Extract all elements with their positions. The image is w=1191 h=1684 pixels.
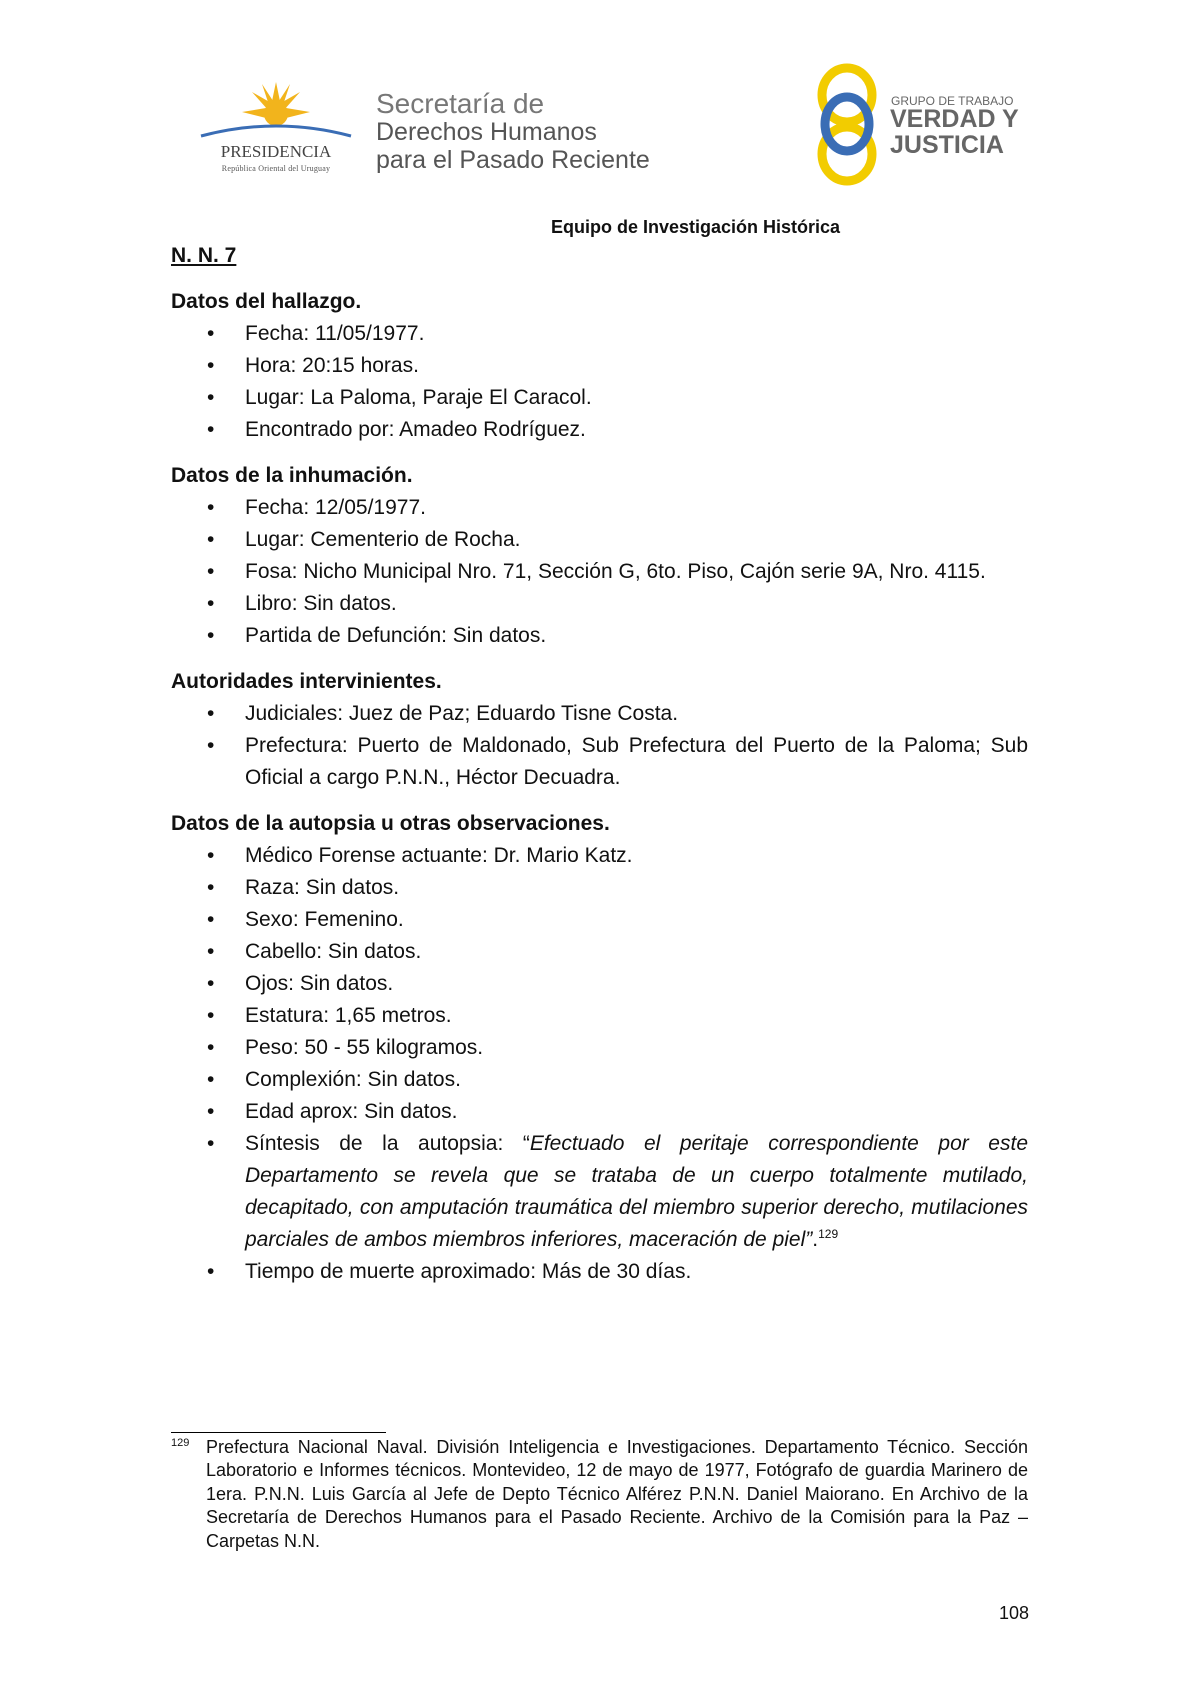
footnote-text: Prefectura Nacional Naval. División Inteligencia e Investigaciones. Departamento Técnico. Sección Laboratorio e Informes técnicos. Montevideo, 12 de mayo de 1977, Fotógrafo de guardia Marinero de 1era. P.N.N. Luis García al Jefe de Depto Técnico Alférez P.N.N. Daniel Maiorano. En Archivo de la Secretaría de Derechos Humanos para el Pasado Reciente. Archivo de la Comisión para la Paz – Carpetas N.N. <box>206 1437 1028 1551</box>
presidencia-subtitle: República Oriental del Uruguay <box>221 164 331 173</box>
synthesis-item: • Síntesis de la autopsia: “Efectuado el peritaje correspondiente por este Departamento se revela que se trataba de un cuerpo totalmente mutilado, decapitado, con amputación traumática del miembro superior derecho, mutilaciones parciales de ambos miembros inferiores, maceración de piel”.$^{129}$ <box>207 1132 1029 1251</box>
list-item: • Peso: 50 - 55 kilogramos. <box>207 1036 484 1059</box>
inhumacion-list <box>171 492 1028 652</box>
page-number: 108 <box>998 1603 1029 1623</box>
document-body <box>171 240 1028 1288</box>
list-item: • Prefectura: Puerto de Maldonado, Sub Prefectura del Puerto de la Paloma; Sub Oficial a cargo P.N.N., Héctor Decuadra. <box>207 734 1028 789</box>
list-item: • Ojos: Sin datos. <box>207 972 394 995</box>
list-item: • Lugar: Cementerio de Rocha. <box>207 528 521 551</box>
list-item: • Hora: 20:15 horas. <box>207 354 419 377</box>
verdad-justicia-logo <box>815 62 1025 187</box>
list-item: • Fecha: 11/05/1977. <box>207 322 425 345</box>
grupo-line3: JUSTICIA <box>890 131 1004 159</box>
list-item: • Partida de Defunción: Sin datos. <box>207 624 547 647</box>
section-heading: Datos de la autopsia u otras observaciones. <box>171 812 610 835</box>
list-item: • Complexión: Sin datos. <box>207 1068 461 1091</box>
list-item: • Fosa: Nicho Municipal Nro. 71, Sección G, 6to. Piso, Cajón serie 9A, Nro. 4115. <box>207 560 986 583</box>
section-heading: Autoridades intervinientes. <box>171 670 442 693</box>
list-item: • Fecha: 12/05/1977. <box>207 496 426 519</box>
footnote-number: 129 <box>171 1437 190 1449</box>
list-item: • Raza: Sin datos. <box>207 876 400 899</box>
list-item: • Sexo: Femenino. <box>207 908 404 931</box>
list-item: • Cabello: Sin datos. <box>207 940 422 963</box>
list-item: • Tiempo de muerte aproximado: Más de 30 días. <box>207 1260 692 1283</box>
hallazgo-list <box>171 318 1028 446</box>
footnote-ref[interactable]: 129 <box>818 1227 839 1241</box>
sun-icon <box>196 80 356 142</box>
record-title: N. N. 7 <box>171 244 237 267</box>
list-item: • Libro: Sin datos. <box>207 592 397 615</box>
secretaria-line1: Secretaría de <box>376 88 545 119</box>
list-item: • Encontrado por: Amadeo Rodríguez. <box>207 418 586 441</box>
autopsy-quote: Efectuado el peritaje correspondiente por este Departamento se revela que se trataba de un cuerpo totalmente mutilado, decapitado, con amputación traumática del miembro superior derecho, mutilaciones parciales de ambos miembros inferiores, maceración de piel” <box>245 1132 1029 1251</box>
presidencia-logo <box>196 80 356 180</box>
presidencia-name: PRESIDENCIA <box>220 142 332 161</box>
footnote-separator <box>171 1432 386 1433</box>
chain-links-icon <box>815 62 885 187</box>
secretaria-line2: Derechos Humanos <box>376 118 597 146</box>
footnote <box>171 1436 1028 1553</box>
team-heading: Equipo de Investigación Histórica <box>550 217 841 237</box>
secretaria-line3: para el Pasado Reciente <box>376 146 650 174</box>
grupo-line2: VERDAD Y <box>890 105 1019 133</box>
autoridades-list <box>171 698 1028 794</box>
autopsia-list <box>171 840 1028 1288</box>
list-item: • Estatura: 1,65 metros. <box>207 1004 452 1027</box>
list-item: • Judiciales: Juez de Paz; Eduardo Tisne Costa. <box>207 702 679 725</box>
grupo-line1: GRUPO DE TRABAJO <box>891 94 1014 108</box>
section-heading: Datos de la inhumación. <box>171 464 413 487</box>
list-item: • Médico Forense actuante: Dr. Mario Katz. <box>207 844 633 867</box>
section-heading: Datos del hallazgo. <box>171 290 362 313</box>
list-item: • Edad aprox: Sin datos. <box>207 1100 458 1123</box>
list-item: • Lugar: La Paloma, Paraje El Caracol. <box>207 386 592 409</box>
secretaria-logo <box>376 90 650 174</box>
